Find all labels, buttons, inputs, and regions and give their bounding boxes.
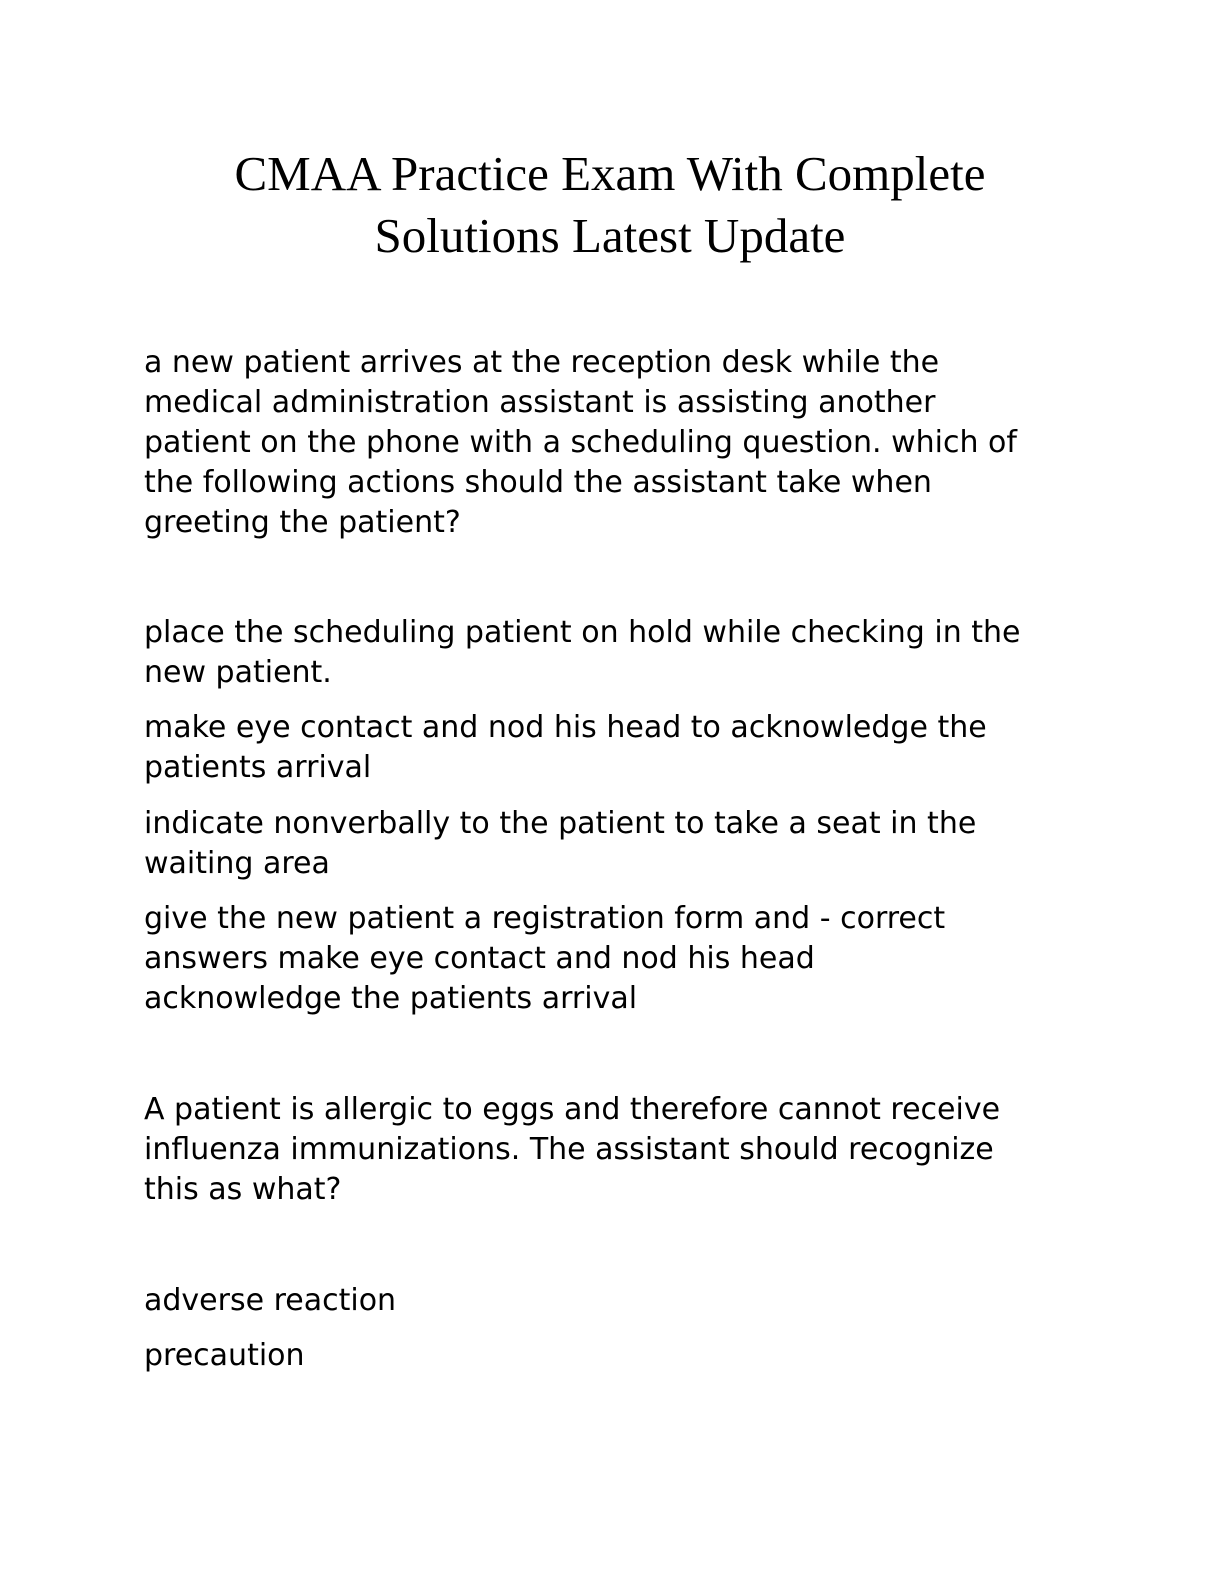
question-line: greeting the patient? (144, 505, 461, 540)
question-line: patient on the phone with a scheduling question. which of (144, 425, 1017, 460)
question-2-option-2 (144, 1336, 1084, 1376)
option-line: place the scheduling patient on hold while checking in the (144, 615, 1021, 650)
option-line: indicate nonverbally to the patient to take a seat in the (144, 806, 977, 841)
option-line: give the new patient a registration form and - correct (144, 901, 946, 936)
question-1-option-4-with-answer (144, 899, 1084, 1019)
option-line: make eye contact and nod his head to acknowledge the (144, 710, 987, 745)
question-1-option-3 (144, 804, 1084, 884)
question-line: a new patient arrives at the reception desk while the (144, 345, 940, 380)
option-line: new patient. (144, 655, 332, 690)
question-line: medical administration assistant is assisting another (144, 385, 936, 420)
question-line: influenza immunizations. The assistant should recognize (144, 1132, 994, 1167)
question-line: this as what? (144, 1172, 342, 1207)
question-line: the following actions should the assistant take when (144, 465, 932, 500)
option-line: waiting area (144, 846, 330, 881)
option-line: adverse reaction (144, 1283, 397, 1318)
question-1-option-1 (144, 613, 1084, 693)
question-2-option-1 (144, 1281, 1084, 1321)
question-line: A patient is allergic to eggs and therefore cannot receive (144, 1092, 1001, 1127)
option-line: precaution (144, 1338, 305, 1373)
question-2-text (144, 1090, 1084, 1210)
question-1-option-2 (144, 708, 1084, 788)
title-line: CMAA Practice Exam With Complete (234, 146, 986, 201)
option-line: acknowledge the patients arrival (144, 981, 638, 1016)
question-1-text (144, 343, 1084, 543)
option-line: patients arrival (144, 750, 372, 785)
option-line: answers make eye contact and nod his head (144, 941, 815, 976)
document-title (180, 143, 1040, 267)
title-line: Solutions Latest Update (374, 208, 846, 263)
